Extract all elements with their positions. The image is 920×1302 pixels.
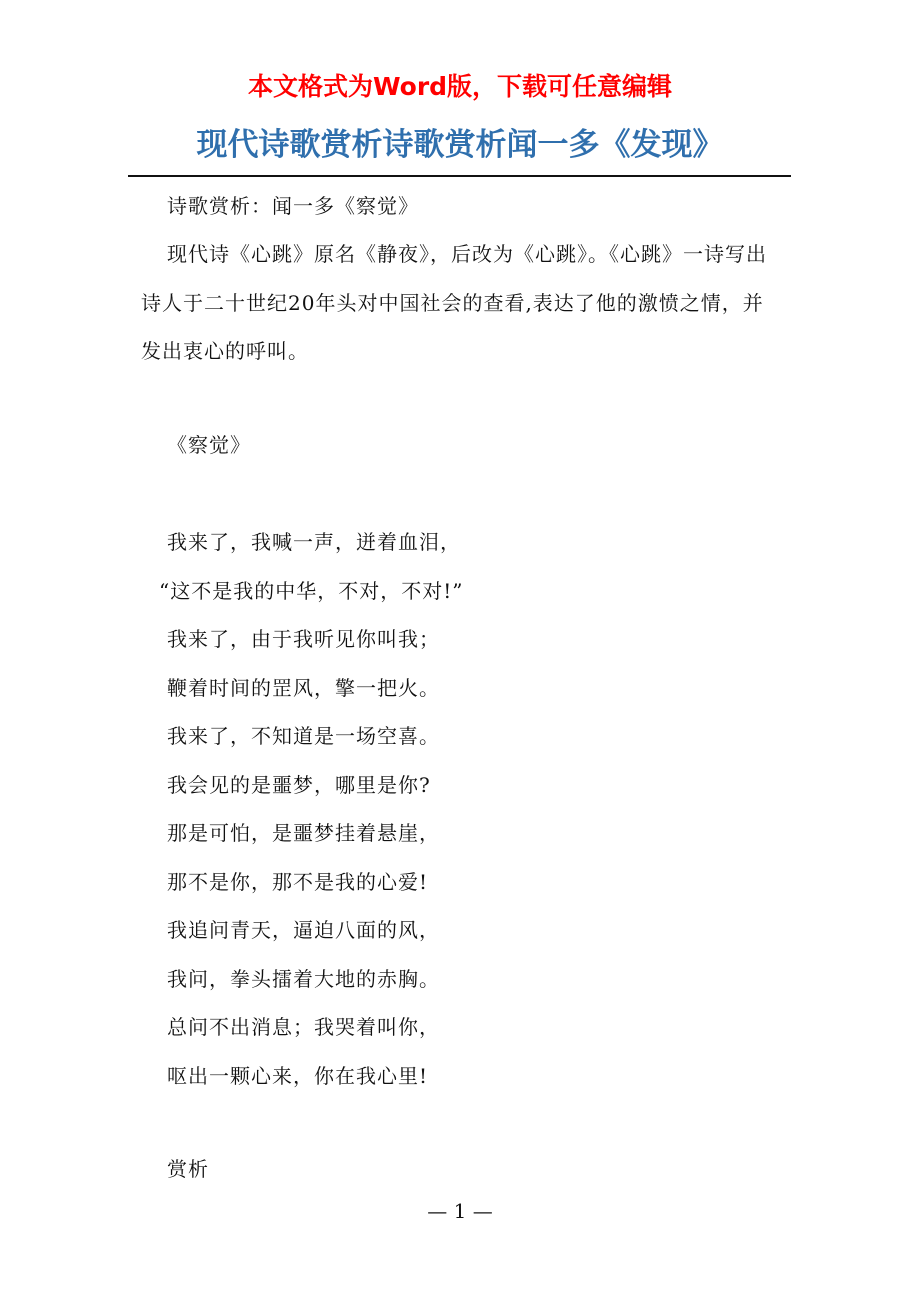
analysis-heading: 赏析: [167, 1157, 209, 1181]
title-divider: [128, 175, 791, 177]
poem-line: 呕出一颗心来，你在我心里!: [167, 1063, 429, 1088]
poem-line: 我来了，由于我听见你叫我；: [167, 627, 440, 651]
poem-line: 那不是你，那不是我的心爱!: [167, 869, 429, 894]
article-subtitle: 诗歌赏析：闻一多《察觉》: [167, 194, 419, 218]
poem-line: 我来了，不知道是一场空喜。: [167, 724, 440, 748]
poem-line: 我来了，我喊一声，迸着血泪，: [167, 530, 461, 554]
poem-line: 鞭着时间的罡风，擎一把火。: [167, 675, 440, 700]
poem-line: 我追问青天，逼迫八面的风，: [167, 918, 440, 942]
poem-line: 我问，拳头擂着大地的赤胸。: [167, 966, 440, 991]
poem-line: 那是可怕，是噩梦挂着悬崖，: [167, 821, 440, 845]
poem-line: 我会见的是噩梦，哪里是你?: [167, 772, 431, 797]
poem-line: “这不是我的中华，不对，不对!”: [159, 578, 464, 603]
poem-title: 《察觉》: [167, 433, 251, 457]
poem-body: [141, 518, 807, 1100]
format-banner: 本文格式为Word版，下载可任意编辑: [247, 72, 673, 101]
intro-paragraph: 现代诗《心跳》原名《静夜》，后改为《心跳》。《心跳》一诗写出诗人于二十世纪20年头对中国社会的查看,表达了他的激愤之情，并发出衷心的呼叫。: [141, 242, 767, 363]
poem-line: 总问不出消息；我哭着叫你，: [167, 1015, 440, 1039]
document-title: 现代诗歌赏析诗歌赏析闻一多《发现》: [196, 127, 724, 163]
page-number: — 1 —: [427, 1199, 493, 1223]
